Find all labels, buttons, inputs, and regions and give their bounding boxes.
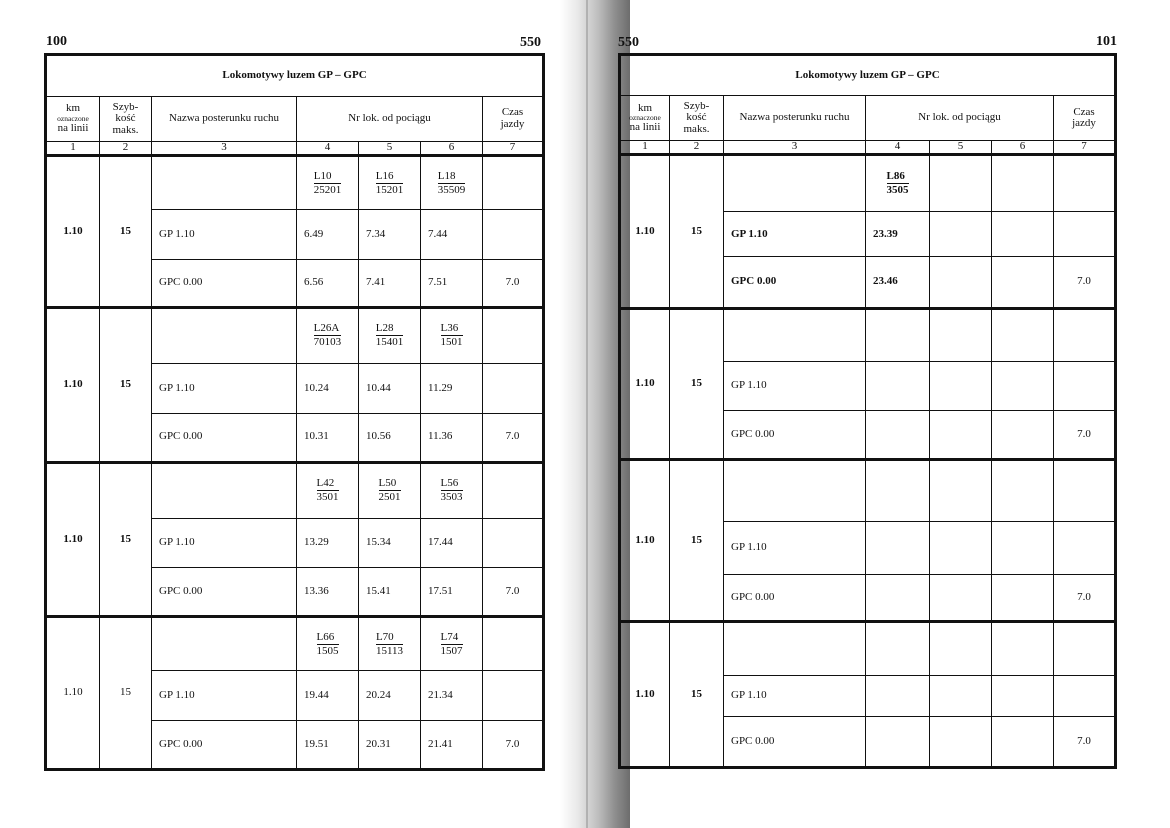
header-time-line: Czas xyxy=(501,106,524,119)
station-name: GP 1.10 xyxy=(152,363,297,413)
loco-fraction xyxy=(441,631,463,658)
station-empty-cell xyxy=(152,462,297,518)
time-cell: 15.34 xyxy=(359,518,421,568)
loco-line: L26A xyxy=(314,322,342,336)
column-number: 5 xyxy=(930,141,992,155)
header-loco: Nr lok. od pociągu xyxy=(866,96,1054,141)
station-empty-cell xyxy=(152,307,297,363)
time-cell xyxy=(930,716,992,767)
time-cell xyxy=(930,521,992,574)
speed-cell: 15 xyxy=(670,460,724,622)
loco-line: L86 xyxy=(887,170,909,184)
loco-line: L56 xyxy=(441,477,463,491)
run-time-empty-cell xyxy=(1054,460,1116,522)
station-empty-cell xyxy=(724,308,866,361)
loco-train-number: 15401 xyxy=(375,336,404,349)
run-time-empty-cell xyxy=(1054,622,1116,675)
speed-cell: 15 xyxy=(670,154,724,308)
time-cell xyxy=(930,257,992,308)
station-empty-cell xyxy=(152,156,297,210)
loco-cell xyxy=(421,307,483,363)
loco-train-number: 2501 xyxy=(378,491,401,504)
station-name: GPC 0.00 xyxy=(724,575,866,622)
run-time-empty-cell xyxy=(1054,675,1116,716)
time-cell: 10.24 xyxy=(297,363,359,413)
time-cell: 13.36 xyxy=(297,568,359,617)
loco-fraction xyxy=(314,170,342,197)
loco-fraction xyxy=(438,170,466,197)
loco-cell xyxy=(297,617,359,671)
column-number: 2 xyxy=(670,141,724,155)
speed-cell: 15 xyxy=(100,156,152,308)
time-cell: 23.46 xyxy=(866,257,930,308)
time-cell: 7.51 xyxy=(421,260,483,308)
header-time xyxy=(483,96,544,142)
loco-cell xyxy=(297,307,359,363)
time-cell: 20.31 xyxy=(359,721,421,770)
column-number: 7 xyxy=(483,142,544,156)
loco-line: L36 xyxy=(441,322,463,336)
run-time-cell: 7.0 xyxy=(1054,716,1116,767)
loco-fraction xyxy=(379,477,401,504)
time-cell xyxy=(930,212,992,257)
time-cell xyxy=(930,575,992,622)
time-cell: 15.41 xyxy=(359,568,421,617)
loco-cell xyxy=(992,460,1054,522)
loco-number-row xyxy=(620,308,1116,361)
title-row xyxy=(620,55,1116,96)
loco-number-row xyxy=(620,460,1116,522)
speed-cell: 15 xyxy=(670,622,724,768)
column-number: 5 xyxy=(359,142,421,156)
time-cell: 17.44 xyxy=(421,518,483,568)
station-name: GP 1.10 xyxy=(152,210,297,260)
right-timetable xyxy=(618,53,1117,769)
column-number: 1 xyxy=(46,142,100,156)
loco-train-number: 1505 xyxy=(316,644,339,657)
header-speed-line: kość xyxy=(686,111,707,124)
loco-cell xyxy=(930,308,992,361)
loco-fraction xyxy=(887,170,909,197)
header-row xyxy=(46,96,544,142)
station-name: GPC 0.00 xyxy=(152,721,297,770)
header-station: Nazwa posterunku ruchu xyxy=(152,96,297,142)
run-time-empty-cell xyxy=(483,156,544,210)
km-cell: 1.10 xyxy=(620,308,670,460)
header-station: Nazwa posterunku ruchu xyxy=(724,96,866,141)
column-number: 6 xyxy=(992,141,1054,155)
loco-fraction xyxy=(317,631,339,658)
column-number: 6 xyxy=(421,142,483,156)
station-name: GP 1.10 xyxy=(724,362,866,411)
speed-cell: 15 xyxy=(100,462,152,617)
station-name: GPC 0.00 xyxy=(152,260,297,308)
loco-cell xyxy=(930,460,992,522)
station-name: GPC 0.00 xyxy=(152,413,297,462)
time-cell: 23.39 xyxy=(866,212,930,257)
loco-cell xyxy=(992,308,1054,361)
loco-fraction xyxy=(441,322,463,349)
run-time-empty-cell xyxy=(483,617,544,671)
loco-cell xyxy=(297,462,359,518)
loco-number-row xyxy=(46,462,544,518)
time-cell: 17.51 xyxy=(421,568,483,617)
station-name: GPC 0.00 xyxy=(724,716,866,767)
loco-train-number: 1507 xyxy=(440,644,463,657)
header-km-line: na linii xyxy=(57,121,89,134)
column-number: 3 xyxy=(152,142,297,156)
table-title: Lokomotywy luzem GP – GPC xyxy=(46,55,544,97)
loco-line: L66 xyxy=(317,631,339,645)
loco-cell xyxy=(992,154,1054,211)
loco-train-number: 15113 xyxy=(375,644,404,657)
loco-train-number: 3501 xyxy=(316,491,339,504)
header-km xyxy=(620,96,670,141)
time-cell: 10.31 xyxy=(297,413,359,462)
time-cell: 11.29 xyxy=(421,363,483,413)
time-cell: 13.29 xyxy=(297,518,359,568)
header-speed-line: kość xyxy=(115,112,136,125)
left-page-number: 100 xyxy=(46,34,67,49)
header-loco: Nr lok. od pociągu xyxy=(297,96,483,142)
loco-train-number: 3503 xyxy=(440,491,463,504)
time-cell: 7.41 xyxy=(359,260,421,308)
time-cell: 11.36 xyxy=(421,413,483,462)
time-cell xyxy=(992,257,1054,308)
right-section-number: 550 xyxy=(618,35,639,50)
time-cell xyxy=(930,675,992,716)
speed-cell: 15 xyxy=(100,307,152,462)
header-row xyxy=(620,96,1116,141)
loco-cell xyxy=(421,617,483,671)
time-cell xyxy=(992,411,1054,460)
column-number: 1 xyxy=(620,141,670,155)
time-cell xyxy=(930,362,992,411)
run-time-empty-cell xyxy=(483,210,544,260)
loco-line: L10 xyxy=(314,170,342,184)
header-km-line: km xyxy=(637,101,653,114)
loco-cell xyxy=(297,156,359,210)
km-cell: 1.10 xyxy=(620,460,670,622)
loco-fraction xyxy=(317,477,339,504)
loco-number-row xyxy=(46,156,544,210)
station-empty-cell xyxy=(724,460,866,522)
time-cell: 6.49 xyxy=(297,210,359,260)
run-time-cell: 7.0 xyxy=(1054,257,1116,308)
loco-line: L18 xyxy=(438,170,466,184)
time-cell xyxy=(930,411,992,460)
left-section-number: 550 xyxy=(520,35,541,50)
run-time-empty-cell xyxy=(483,307,544,363)
time-cell xyxy=(866,411,930,460)
column-number: 7 xyxy=(1054,141,1116,155)
loco-cell xyxy=(421,462,483,518)
time-cell xyxy=(866,716,930,767)
loco-line: L70 xyxy=(376,631,403,645)
run-time-cell: 7.0 xyxy=(1054,575,1116,622)
run-time-empty-cell xyxy=(483,363,544,413)
header-speed xyxy=(100,96,152,142)
time-cell xyxy=(992,362,1054,411)
loco-line: L74 xyxy=(441,631,463,645)
time-cell: 19.51 xyxy=(297,721,359,770)
run-time-empty-cell xyxy=(483,462,544,518)
station-empty-cell xyxy=(724,154,866,211)
header-time-line: jazdy xyxy=(1072,117,1096,130)
table-title: Lokomotywy luzem GP – GPC xyxy=(620,55,1116,96)
loco-fraction xyxy=(314,322,342,349)
time-cell: 20.24 xyxy=(359,671,421,721)
loco-cell xyxy=(930,154,992,211)
loco-line: L16 xyxy=(376,170,404,184)
time-cell xyxy=(866,362,930,411)
loco-line: L50 xyxy=(379,477,401,491)
time-cell xyxy=(866,575,930,622)
header-time xyxy=(1054,96,1116,141)
time-cell xyxy=(992,521,1054,574)
time-cell: 19.44 xyxy=(297,671,359,721)
column-number: 4 xyxy=(297,142,359,156)
station-name: GPC 0.00 xyxy=(152,568,297,617)
station-name: GP 1.10 xyxy=(152,671,297,721)
run-time-empty-cell xyxy=(1054,308,1116,361)
loco-line: L28 xyxy=(376,322,404,336)
time-cell: 7.34 xyxy=(359,210,421,260)
column-number: 2 xyxy=(100,142,152,156)
header-time-line: Czas xyxy=(1073,105,1095,118)
loco-fraction xyxy=(441,477,463,504)
time-cell: 6.56 xyxy=(297,260,359,308)
time-cell xyxy=(992,716,1054,767)
loco-cell xyxy=(359,307,421,363)
time-cell xyxy=(992,212,1054,257)
time-cell xyxy=(866,521,930,574)
time-cell: 21.41 xyxy=(421,721,483,770)
run-time-empty-cell xyxy=(483,671,544,721)
loco-cell xyxy=(421,156,483,210)
loco-fraction xyxy=(376,170,404,197)
column-number: 3 xyxy=(724,141,866,155)
loco-number-row xyxy=(46,307,544,363)
loco-fraction xyxy=(376,322,404,349)
loco-cell xyxy=(992,622,1054,675)
km-cell: 1.10 xyxy=(620,154,670,308)
loco-cell xyxy=(866,308,930,361)
run-time-empty-cell xyxy=(1054,362,1116,411)
loco-train-number: 1501 xyxy=(440,336,463,349)
station-name: GPC 0.00 xyxy=(724,411,866,460)
station-name: GPC 0.00 xyxy=(724,257,866,308)
header-km-line: km xyxy=(65,102,81,115)
header-speed-line: maks. xyxy=(112,123,139,136)
run-time-cell: 7.0 xyxy=(483,413,544,462)
loco-number-row xyxy=(620,154,1116,211)
station-name: GP 1.10 xyxy=(724,212,866,257)
loco-train-number: 35509 xyxy=(437,183,466,196)
header-km-line: na linii xyxy=(629,120,661,133)
loco-number-row xyxy=(46,617,544,671)
run-time-cell: 7.0 xyxy=(483,260,544,308)
header-speed-line: Szyb- xyxy=(112,100,139,113)
run-time-empty-cell xyxy=(1054,521,1116,574)
time-cell xyxy=(866,675,930,716)
loco-train-number: 3505 xyxy=(886,184,909,197)
loco-cell xyxy=(866,460,930,522)
km-cell: 1.10 xyxy=(46,462,100,617)
loco-cell xyxy=(359,462,421,518)
station-name: GP 1.10 xyxy=(152,518,297,568)
run-time-cell: 7.0 xyxy=(483,568,544,617)
header-speed-line: Szyb- xyxy=(683,99,710,112)
loco-cell xyxy=(866,622,930,675)
header-speed-line: maks. xyxy=(683,122,710,135)
header-km xyxy=(46,96,100,142)
station-empty-cell xyxy=(152,617,297,671)
station-name: GP 1.10 xyxy=(724,521,866,574)
run-time-cell: 7.0 xyxy=(1054,411,1116,460)
time-cell xyxy=(992,675,1054,716)
time-cell: 10.56 xyxy=(359,413,421,462)
loco-line: L42 xyxy=(317,477,339,491)
km-cell: 1.10 xyxy=(620,622,670,768)
run-time-empty-cell xyxy=(1054,154,1116,211)
km-cell: 1.10 xyxy=(46,617,100,770)
time-cell: 21.34 xyxy=(421,671,483,721)
column-number: 4 xyxy=(866,141,930,155)
title-row xyxy=(46,55,544,97)
loco-train-number: 25201 xyxy=(313,183,342,196)
loco-cell xyxy=(359,617,421,671)
column-number-row xyxy=(46,142,544,156)
run-time-empty-cell xyxy=(1054,212,1116,257)
left-timetable xyxy=(44,53,545,771)
header-km-line: oznaczone xyxy=(57,113,89,123)
km-cell: 1.10 xyxy=(46,307,100,462)
header-km-line: oznaczone xyxy=(629,113,661,123)
speed-cell: 15 xyxy=(100,617,152,770)
header-speed xyxy=(670,96,724,141)
time-cell xyxy=(992,575,1054,622)
run-time-empty-cell xyxy=(483,518,544,568)
loco-number-row xyxy=(620,622,1116,675)
run-time-cell: 7.0 xyxy=(483,721,544,770)
loco-cell xyxy=(930,622,992,675)
right-page-number: 101 xyxy=(1096,34,1117,49)
loco-train-number: 15201 xyxy=(375,183,404,196)
time-cell: 10.44 xyxy=(359,363,421,413)
header-time-line: jazdy xyxy=(500,117,525,130)
speed-cell: 15 xyxy=(670,308,724,460)
km-cell: 1.10 xyxy=(46,156,100,308)
column-number-row xyxy=(620,141,1116,155)
loco-train-number: 70103 xyxy=(313,336,342,349)
loco-cell xyxy=(359,156,421,210)
time-cell: 7.44 xyxy=(421,210,483,260)
loco-cell xyxy=(866,154,930,211)
station-name: GP 1.10 xyxy=(724,675,866,716)
book-fold-line xyxy=(586,0,588,828)
station-empty-cell xyxy=(724,622,866,675)
loco-fraction xyxy=(376,631,403,658)
